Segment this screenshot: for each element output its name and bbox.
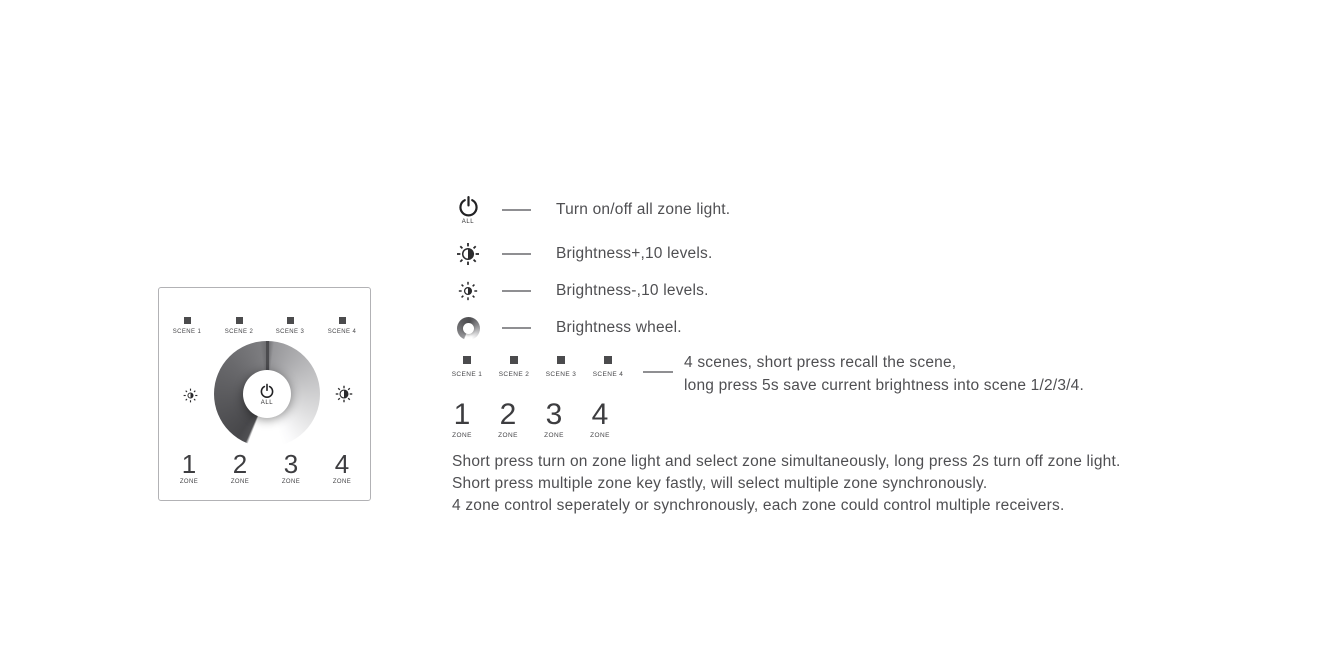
brightness-wheel-icon <box>457 317 480 340</box>
scene-description <box>684 351 1084 397</box>
zone-label: ZONE <box>230 479 250 485</box>
legend-row-wheel <box>450 311 682 345</box>
legend-row-brightness-plus <box>450 237 712 271</box>
scene-key-icon <box>339 317 346 324</box>
legend-text: Brightness wheel. <box>556 319 682 336</box>
scene-key-3 <box>546 356 576 378</box>
zone-number: 2 <box>499 398 517 431</box>
panel-zone-key-3 <box>271 449 311 485</box>
scene-key-icon <box>510 356 518 364</box>
scene-key-icon <box>557 356 565 364</box>
panel-zone-key-4 <box>322 449 362 485</box>
brightness-plus-icon <box>456 242 480 266</box>
scene-key-label: SCENE 4 <box>327 329 357 335</box>
zone-label: ZONE <box>590 432 610 439</box>
zone-label: ZONE <box>281 479 301 485</box>
power-icon <box>259 383 275 406</box>
zone-key-2 <box>493 398 523 439</box>
brightness-wheel <box>214 341 320 447</box>
scene-key-label: SCENE 3 <box>275 329 305 335</box>
brightness-minus-icon <box>458 281 478 301</box>
zone-number: 3 <box>545 398 563 431</box>
scene-key-4 <box>593 356 623 378</box>
zone-number: 3 <box>283 449 299 479</box>
scene-key-label: SCENE 2 <box>498 371 530 378</box>
scene-key-label: SCENE 2 <box>224 329 254 335</box>
scene-key-icon <box>604 356 612 364</box>
scene-key-2 <box>499 356 529 378</box>
zone-label: ZONE <box>544 432 564 439</box>
callout-line <box>643 371 673 373</box>
legend-row-power <box>450 193 730 227</box>
callout-line <box>502 327 531 329</box>
callout-line <box>502 253 531 255</box>
zone-description-line-1: Short press turn on zone light and select zone simultaneously, long press 2s turn off zone light. <box>452 453 1121 470</box>
legend-zone-keys <box>447 398 631 439</box>
scene-key-label: SCENE 1 <box>172 329 202 335</box>
zone-number: 4 <box>591 398 609 431</box>
panel-scene-key-1 <box>167 317 207 335</box>
all-label: ALL <box>260 399 274 406</box>
panel-scene-key-4 <box>322 317 362 335</box>
panel-scene-key-2 <box>219 317 259 335</box>
scene-key-label: SCENE 3 <box>545 371 577 378</box>
brightness-minus-key <box>183 388 198 403</box>
panel-zone-key-2 <box>220 449 260 485</box>
scene-key-icon <box>463 356 471 364</box>
touch-panel <box>158 287 371 501</box>
panel-scene-key-3 <box>270 317 310 335</box>
brightness-plus-key <box>335 385 353 403</box>
scene-description-line-2: long press 5s save current brightness into scene 1/2/3/4. <box>684 377 1084 394</box>
legend-row-brightness-minus <box>450 274 709 308</box>
scene-key-icon <box>236 317 243 324</box>
legend-scene-keys <box>452 356 623 378</box>
zone-label: ZONE <box>452 432 472 439</box>
zone-description-line-2: Short press multiple zone key fastly, will select multiple zone synchronously. <box>452 475 988 492</box>
zone-number: 2 <box>232 449 248 479</box>
legend-text: Turn on/off all zone light. <box>556 201 731 218</box>
scene-description-line-1: 4 scenes, short press recall the scene, <box>684 354 957 371</box>
zone-description-line-3: 4 zone control seperately or synchronously, each zone could control multiple receivers. <box>452 497 1065 514</box>
zone-key-4 <box>585 398 615 439</box>
scene-key-label: SCENE 1 <box>451 371 483 378</box>
callout-line <box>502 290 531 292</box>
zone-label: ZONE <box>332 479 352 485</box>
zone-number: 1 <box>453 398 471 431</box>
scene-key-1 <box>452 356 482 378</box>
zone-description <box>452 451 1120 517</box>
legend-text: Brightness-,10 levels. <box>556 282 709 299</box>
power-all-key <box>243 370 291 418</box>
scene-key-icon <box>184 317 191 324</box>
brightness-minus-icon <box>183 388 198 403</box>
scene-key-icon <box>287 317 294 324</box>
zone-number: 1 <box>181 449 197 479</box>
zone-key-1 <box>447 398 477 439</box>
panel-zone-key-1 <box>169 449 209 485</box>
scene-key-label: SCENE 4 <box>592 371 624 378</box>
zone-key-3 <box>539 398 569 439</box>
legend-text: Brightness+,10 levels. <box>556 245 713 262</box>
brightness-plus-icon <box>335 385 353 403</box>
power-all-icon <box>457 195 480 225</box>
zone-label: ZONE <box>179 479 199 485</box>
wheel-notch <box>266 341 269 370</box>
callout-line <box>502 209 531 211</box>
zone-number: 4 <box>334 449 350 479</box>
all-label: ALL <box>461 219 475 225</box>
zone-label: ZONE <box>498 432 518 439</box>
